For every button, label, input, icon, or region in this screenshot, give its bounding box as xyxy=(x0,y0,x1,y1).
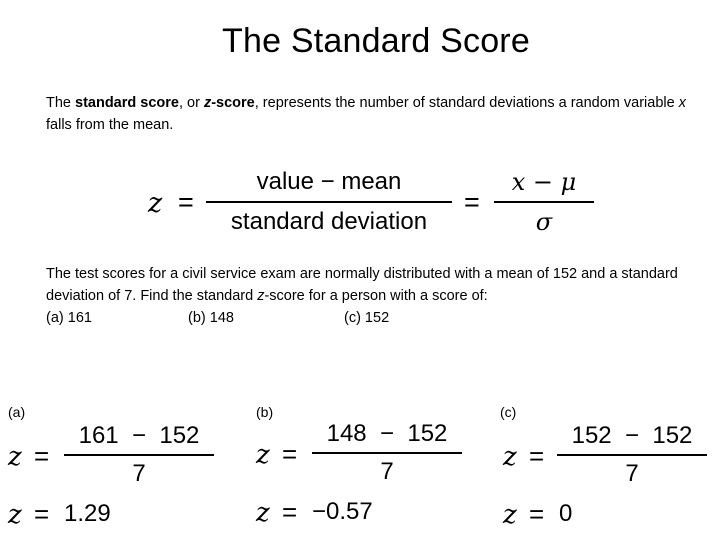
solution-a-denominator: 7 xyxy=(132,460,146,487)
formula-denominator-symbolic: σ xyxy=(535,208,553,236)
solution-b-z: z xyxy=(256,440,270,470)
term-z-score: -score xyxy=(211,95,255,111)
choice-b: (b) 148 xyxy=(188,310,234,326)
formula-numerator-symbolic: x − μ xyxy=(511,168,577,196)
solution-a-result-equals: = xyxy=(34,499,50,529)
formula-z: z xyxy=(148,188,163,219)
solution-c-result: 0 xyxy=(559,500,573,527)
solution-c-equals: = xyxy=(529,441,545,471)
solution-a xyxy=(8,420,223,535)
solution-c-result-z: z xyxy=(503,500,517,530)
solution-a-fraction-bar xyxy=(64,454,214,456)
definition-text: The standard score, or z-score, represents the number of standard deviations a random variable x falls from the mean. xyxy=(46,95,686,133)
z-score-formula xyxy=(148,166,608,246)
term-z-letter: z xyxy=(203,95,212,111)
solution-c-label: (c) xyxy=(500,404,517,420)
solution-b xyxy=(256,418,471,533)
solution-b-result-z: z xyxy=(256,498,270,528)
solution-a-label: (a) xyxy=(8,404,26,420)
solution-b-result-equals: = xyxy=(282,497,298,527)
solution-c-result-equals: = xyxy=(529,499,545,529)
solution-b-fraction-bar xyxy=(312,452,462,454)
solution-a-equals: = xyxy=(34,441,50,471)
solution-b-result: −0.57 xyxy=(312,498,373,525)
solution-b-equals: = xyxy=(282,439,298,469)
solution-c-numerator: 152 − 152 xyxy=(571,422,693,449)
solution-b-numerator: 148 − 152 xyxy=(326,420,448,447)
solution-c-denominator: 7 xyxy=(625,460,639,487)
solution-a-result: 1.29 xyxy=(64,500,111,527)
solution-a-result-z: z xyxy=(8,500,22,530)
solution-c-fraction-bar xyxy=(557,454,707,456)
problem-text: The test scores for a civil service exam are normally distributed with a mean of 152 and a standard deviation of 7. Find the standard z-score for a person with a score of: (a) 161 (b) 148 (c) 152 xyxy=(46,263,686,329)
formula-equals-1: = xyxy=(178,187,194,217)
term-standard-score: standard score xyxy=(75,95,179,111)
solution-c xyxy=(503,420,713,535)
formula-numerator: value − mean xyxy=(256,168,402,195)
solution-b-denominator: 7 xyxy=(380,458,394,485)
choice-a: (a) 161 xyxy=(46,310,92,326)
formula-equals-2: = xyxy=(464,187,480,217)
choice-c: (c) 152 xyxy=(344,310,390,326)
page-title: The Standard Score xyxy=(222,22,530,60)
solution-b-label: (b) xyxy=(256,404,274,420)
solution-a-numerator: 161 − 152 xyxy=(78,422,200,449)
formula-fraction-bar xyxy=(206,201,452,203)
formula-denominator: standard deviation xyxy=(230,208,428,235)
solution-a-z: z xyxy=(8,442,22,472)
formula-fraction-bar-symbolic xyxy=(494,201,594,203)
solution-c-z: z xyxy=(503,442,517,472)
